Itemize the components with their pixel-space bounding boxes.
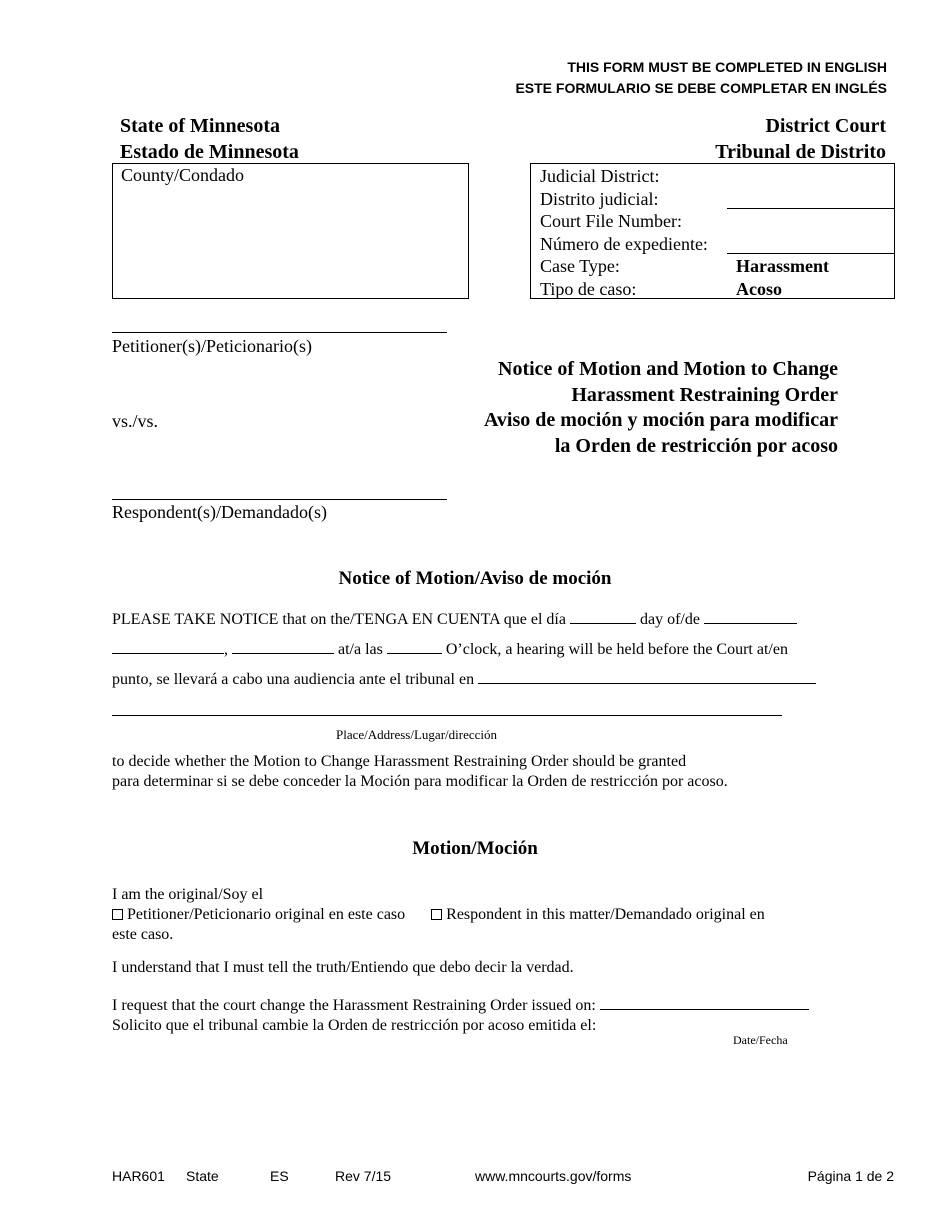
notice-l1-text: PLEASE TAKE NOTICE that on the/TENGA EN CUENTA que el día xyxy=(112,611,566,628)
request-text-en: I request that the court change the Harassment Restraining Order issued on: xyxy=(112,997,596,1014)
notice-l2-comma: , xyxy=(224,641,228,658)
case-type-label-es: Tipo de caso: xyxy=(540,278,637,299)
court-name-es: Tribunal de Distrito xyxy=(715,141,886,163)
petitioner-option[interactable] xyxy=(112,906,405,923)
case-type-value-es: Acoso xyxy=(736,278,782,299)
hearing-address-line[interactable] xyxy=(112,715,782,716)
form-title xyxy=(484,357,838,459)
case-type-value-en: Harassment xyxy=(736,256,829,276)
title-line-2: Harassment Restraining Order xyxy=(571,383,838,406)
notice-l1-dayof: day of/de xyxy=(639,611,700,628)
file-number-label-es: Número de expediente: xyxy=(540,233,708,254)
decide-text xyxy=(112,752,728,792)
footer-language: ES xyxy=(270,1168,289,1184)
file-number-label-en: Court File Number: xyxy=(540,211,682,231)
petitioner-checkbox[interactable] xyxy=(112,909,123,920)
county-label: County/Condado xyxy=(121,165,245,185)
hearing-time-field[interactable] xyxy=(232,638,334,654)
case-info-box xyxy=(530,163,895,299)
notice-l3-text: punto, se llevará a cabo una audiencia ante el tribunal en xyxy=(112,671,475,688)
hearing-day-field[interactable] xyxy=(570,608,636,624)
party-role-section xyxy=(112,885,832,945)
order-issued-date-field[interactable] xyxy=(600,994,809,1010)
court-file-number-underline xyxy=(727,253,895,254)
request-text-es: Solicito que el tribunal cambie la Orden de restricción por acoso emitida el: xyxy=(112,1017,597,1034)
petitioner-name-line[interactable] xyxy=(112,332,447,333)
decide-text-es: para determinar si se debe conceder la Moción para modificar la Orden de restricción por acoso. xyxy=(112,773,728,790)
motion-heading: Motion/Moción xyxy=(412,838,538,859)
footer-state: State xyxy=(186,1168,219,1184)
petitioner-label: Petitioner(s)/Peticionario(s) xyxy=(112,336,312,356)
title-line-1: Notice of Motion and Motion to Change xyxy=(498,358,838,380)
district-label-en: Judicial District: xyxy=(540,166,660,186)
notice-line-3 xyxy=(112,668,816,689)
title-line-3: Aviso de moción y moción para modificar xyxy=(483,409,838,431)
petitioner-option-label: Petitioner/Peticionario original en este caso xyxy=(127,906,406,923)
respondent-checkbox[interactable] xyxy=(431,909,442,920)
court-heading xyxy=(715,113,886,165)
county-box[interactable] xyxy=(112,163,469,299)
state-heading xyxy=(120,113,299,165)
notice-line-es: ESTE FORMULARIO SE DEBE COMPLETAR EN INGLÉS xyxy=(515,80,887,96)
vs-label: vs./vs. xyxy=(112,411,159,431)
judicial-district-underline xyxy=(727,208,895,209)
decide-text-en: to decide whether the Motion to Change Harassment Restraining Order should be granted xyxy=(112,753,687,770)
notice-l2-text: O’clock, a hearing will be held before the Court at/en xyxy=(445,641,788,658)
hearing-year-field[interactable] xyxy=(112,638,224,654)
place-caption: Place/Address/Lugar/dirección xyxy=(336,727,497,742)
case-type-label-en: Case Type: xyxy=(540,256,620,276)
respondent-name-line[interactable] xyxy=(112,499,447,500)
footer-revision: Rev 7/15 xyxy=(335,1168,392,1184)
district-label-es: Distrito judicial: xyxy=(540,188,659,209)
notice-heading: Notice of Motion/Aviso de moción xyxy=(338,568,612,589)
form-id: HAR601 xyxy=(112,1168,165,1184)
hearing-month-field[interactable] xyxy=(704,608,797,624)
respondent-option[interactable] xyxy=(431,906,765,923)
state-name-en: State of Minnesota xyxy=(120,115,280,137)
footer xyxy=(0,1168,950,1188)
title-line-4: la Orden de restricción por acoso xyxy=(554,434,838,457)
footer-page-number: Página 1 de 2 xyxy=(807,1168,894,1184)
footer-url-link[interactable]: www.mncourts.gov/forms xyxy=(475,1168,632,1184)
request-line-en xyxy=(112,994,809,1016)
state-name-es: Estado de Minnesota xyxy=(120,141,299,163)
party-role-options xyxy=(112,905,832,925)
case-labels xyxy=(540,165,708,300)
case-type-value xyxy=(736,255,829,300)
respondent-option-label: Respondent in this matter/Demandado original en xyxy=(446,906,765,923)
truth-statement: I understand that I must tell the truth/Entiendo que debo decir la verdad. xyxy=(112,959,574,976)
respondent-option-continued: este caso. xyxy=(112,926,174,943)
notice-line-2 xyxy=(112,638,788,659)
notice-line-en: THIS FORM MUST BE COMPLETED IN ENGLISH xyxy=(567,59,887,75)
hearing-oclock-field[interactable] xyxy=(387,638,442,654)
court-name-en: District Court xyxy=(765,115,886,137)
hearing-place-field[interactable] xyxy=(478,668,816,684)
request-statement xyxy=(112,994,809,1036)
english-required-notice xyxy=(515,57,887,99)
party-role-intro: I am the original/Soy el xyxy=(112,886,264,903)
notice-l2-at: at/a las xyxy=(338,641,383,658)
notice-line-1 xyxy=(112,608,797,629)
date-caption: Date/Fecha xyxy=(733,1033,788,1047)
respondent-label: Respondent(s)/Demandado(s) xyxy=(112,502,327,522)
